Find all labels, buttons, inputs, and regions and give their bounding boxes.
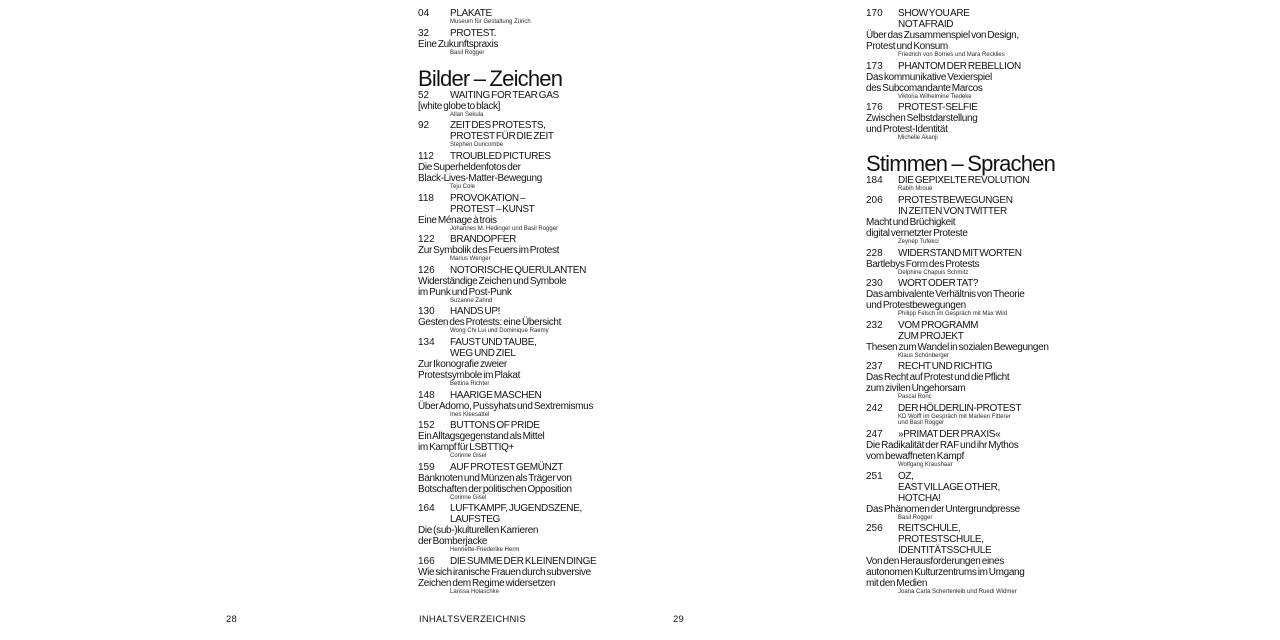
- entry-title-line: [418, 556, 668, 567]
- entry-title-text: VOM PROGRAMM: [898, 319, 979, 331]
- entry-page-number: 159: [418, 461, 435, 473]
- entry-title-line: [418, 265, 668, 276]
- entry-subtitle-line: Zwischen Selbstdarstellung: [866, 113, 978, 125]
- entry-authors: [866, 94, 1116, 100]
- entry-subtitle-line: Das ambivalente Verhältnis von Theorie: [866, 289, 1025, 301]
- toc-entry: [866, 61, 1116, 100]
- toc-entry: [866, 102, 1116, 141]
- entry-authors: [418, 547, 668, 553]
- entry-authors: [418, 381, 668, 387]
- entry-author-line: Wolfgang Kraushaar: [898, 461, 953, 468]
- entry-authors: [866, 311, 1116, 317]
- entry-title-text: DIE SUMME DER KLEINEN DINGE: [450, 556, 597, 568]
- entry-author-line: Corinne Gisel: [450, 494, 487, 501]
- entry-subtitle-line: im Kampf für LSBTTIQ+: [418, 442, 515, 454]
- entry-title-line: [866, 278, 1116, 289]
- entry-author-line: KD Wolff im Gespräch mit Marleen Fitterer: [898, 414, 1011, 421]
- entry-authors: [418, 412, 668, 418]
- entry-page-number: 126: [418, 264, 435, 276]
- entry-title-line: [418, 462, 668, 473]
- entry-title-line: [866, 429, 1116, 440]
- entry-title-line: [418, 306, 668, 317]
- toc-entry: [866, 195, 1116, 245]
- entry-subtitle-line: Zeichen dem Regime widersetzen: [418, 578, 556, 590]
- entry-page-number: 232: [866, 319, 883, 331]
- entry-author-line: Allan Sekula: [450, 111, 484, 118]
- entry-title-text: HANDS UP!: [450, 306, 501, 318]
- entry-title-line: [866, 471, 1116, 482]
- entry-author-line: Suzanne Zahnd: [450, 297, 493, 304]
- entry-title-line: [866, 534, 1116, 545]
- entry-title-text: ZUM PROJEKT: [898, 330, 964, 342]
- entry-title-line: [866, 19, 1116, 30]
- entry-title-text: FAUST UND TAUBE,: [450, 337, 537, 349]
- entry-page-number: 152: [418, 420, 435, 432]
- entry-subtitle-line: Die Superheldenfotos der: [418, 162, 521, 174]
- entry-authors: [418, 589, 668, 595]
- entry-authors: [418, 256, 668, 262]
- entry-title-line: [418, 90, 668, 101]
- toc-entry: [866, 403, 1116, 427]
- entry-title-text: NOT AFRAID: [898, 19, 954, 30]
- entry-title-line: [418, 28, 668, 39]
- entry-title-text: PROTESTSCHULE,: [898, 534, 984, 546]
- entry-title-line: [866, 523, 1116, 534]
- entry-title-line: [866, 8, 1116, 19]
- entry-author-line: Viktoria Wilhelmine Tiedeke: [898, 93, 972, 100]
- toc-column-left: [418, 8, 668, 598]
- entry-page-number: 173: [866, 60, 883, 72]
- entry-page-number: 32: [418, 27, 430, 39]
- entry-authors: [418, 184, 668, 190]
- entry-title-line: [866, 102, 1116, 113]
- entry-page-number: 130: [418, 306, 435, 318]
- entry-authors: [418, 495, 668, 501]
- entry-title-text: HOTCHA!: [898, 492, 941, 504]
- toc-entry: [418, 306, 668, 334]
- entry-page-number: 112: [418, 151, 434, 163]
- entry-title-text: WEG UND ZIEL: [450, 348, 516, 360]
- entry-page-number: 176: [866, 102, 883, 114]
- entry-subtitle-line: Das Phänomen der Untergrundpresse: [866, 503, 1020, 515]
- section-heading: Stimmen – Sprachen: [866, 151, 1056, 177]
- entry-author-line: Johannes M. Hedinger und Basil Rogger: [450, 225, 559, 232]
- entry-page-number: 170: [866, 8, 883, 19]
- entry-title-line: [418, 193, 668, 204]
- toc-entry: [866, 8, 1116, 58]
- entry-title-text: »PRIMAT DER PRAXIS«: [898, 428, 1001, 440]
- entry-subtitle-line: Protestsymbole im Plakat: [418, 370, 521, 382]
- toc-entry: [866, 278, 1116, 317]
- entry-authors: [418, 328, 668, 334]
- entry-title-text: PLAKATE: [450, 8, 492, 19]
- toc-entry: [418, 120, 668, 148]
- toc-entry: [866, 175, 1116, 192]
- entry-subtitle-line: Botschaften der politischen Opposition: [418, 483, 572, 495]
- entry-authors: [866, 515, 1116, 521]
- toc-column-right: [866, 8, 1116, 598]
- toc-entry: [418, 151, 668, 190]
- entry-page-number: 166: [418, 556, 435, 568]
- toc-entry: [866, 320, 1116, 359]
- entry-title-text: IN ZEITEN VON TWITTER: [898, 206, 1007, 218]
- toc-entry: [418, 462, 668, 501]
- entry-page-number: 256: [866, 523, 883, 535]
- entry-title-line: [866, 482, 1116, 493]
- entry-title-text: EAST VILLAGE OTHER,: [898, 481, 1000, 493]
- entry-authors: [866, 270, 1116, 276]
- entry-author-line: Wong Chi Lui und Dominique Raemy: [450, 328, 549, 335]
- entry-title-line: [866, 361, 1116, 372]
- entry-title-text: DIE GEPIXELTE REVOLUTION: [898, 175, 1030, 187]
- entry-page-number: 247: [866, 428, 883, 440]
- entry-subtitle-line: des Subcomandante Marcos: [866, 82, 983, 94]
- entry-author-line: Philipp Felsch im Gespräch mit Max Wild: [898, 311, 1008, 318]
- entry-author-line: Larissa Holaschke: [450, 589, 500, 596]
- entry-page-number: 148: [418, 389, 435, 401]
- entry-subtitle-line: und Protest-Identität: [866, 124, 948, 136]
- toc-entry: [866, 361, 1116, 400]
- entry-title-text: PROTEST FÜR DIE ZEIT: [450, 131, 554, 143]
- entry-subtitle-line: Das kommunikative Vexierspiel: [866, 71, 992, 83]
- entry-subtitle-line: autonomen Kulturzentrums im Umgang: [866, 567, 1025, 579]
- entry-page-number: 04: [418, 8, 430, 19]
- entry-title-text: REITSCHULE,: [898, 523, 961, 535]
- entry-title-text: AUF PROTEST GEMÜNZT: [450, 461, 563, 473]
- entry-subtitle-line: Black-Lives-Matter-Bewegung: [418, 173, 542, 185]
- entry-title-text: HAARIGE MASCHEN: [450, 389, 542, 401]
- entry-title-text: IDENTITÄTSSCHULE: [898, 545, 992, 557]
- toc-entry: [418, 234, 668, 262]
- entry-page-number: 230: [866, 278, 883, 290]
- entry-authors: [866, 394, 1116, 400]
- entry-author-line: Delphine Chapuis Schmitz: [898, 269, 969, 276]
- entry-subtitle-line: Zur Symbolik des Feuers im Protest: [418, 245, 560, 257]
- entry-authors: [418, 298, 668, 304]
- entry-title-text: SHOW YOU ARE: [898, 8, 970, 19]
- entry-subtitle-line: Banknoten und Münzen als Träger von: [418, 472, 572, 484]
- footer-running-title: INHALTSVERZEICHNIS: [419, 614, 526, 625]
- entry-title-line: [418, 151, 668, 162]
- toc-entry: [418, 556, 668, 595]
- entry-page-number: 251: [866, 470, 883, 482]
- entry-page-number: 52: [418, 89, 430, 101]
- entry-authors: [418, 112, 668, 118]
- entry-author-line: Klaus Schönberger: [898, 352, 950, 359]
- entry-subtitle-line: Wie sich iranische Frauen durch subversive: [418, 567, 591, 579]
- entry-page-number: 184: [866, 175, 883, 187]
- entry-title-text: BRANDOPFER: [450, 234, 516, 246]
- entry-title-text: PROTEST – KUNST: [450, 203, 535, 215]
- entry-page-number: 118: [418, 192, 434, 204]
- entry-title-line: [418, 131, 668, 142]
- entry-subtitle-line: zum zivilen Ungehorsam: [866, 383, 966, 395]
- entry-subtitle-line: Protest und Konsum: [866, 41, 948, 52]
- entry-subtitle-line: digital vernetzter Proteste: [866, 228, 968, 240]
- entry-authors: [866, 186, 1116, 192]
- entry-title-text: RECHT UND RICHTIG: [898, 361, 993, 373]
- entry-title-line: [418, 420, 668, 431]
- entry-subtitle-line: Macht und Brüchigkeit: [866, 217, 956, 229]
- entry-subtitle-line: Das Recht auf Protest und die Pflicht: [866, 372, 1010, 384]
- entry-subtitle-line: Über das Zusammenspiel von Design,: [866, 30, 1019, 41]
- entry-title-line: [418, 234, 668, 245]
- entry-author-line: Teju Cole: [450, 184, 476, 191]
- entry-title-line: [418, 8, 668, 19]
- page-number-right: 29: [673, 614, 684, 625]
- entry-title-text: DER HÖLDERLIN-PROTEST: [898, 403, 1022, 415]
- entry-page-number: 206: [866, 195, 883, 207]
- entry-authors: [866, 353, 1116, 359]
- entry-authors: [418, 226, 668, 232]
- entry-authors: [866, 135, 1116, 141]
- entry-author-line: Bettina Richter: [450, 381, 490, 388]
- entry-title-text: LAUFSTEG: [450, 514, 500, 526]
- toc-entry: [418, 265, 668, 304]
- entry-title-line: [866, 248, 1116, 259]
- entry-author-line: Museum für Gestaltung Zürich: [450, 19, 531, 25]
- entry-title-text: WORT ODER TAT?: [898, 278, 979, 290]
- entry-page-number: 228: [866, 247, 883, 259]
- toc-entry: [418, 503, 668, 553]
- entry-title-line: [866, 493, 1116, 504]
- entry-author-line: Ines Kleesattel: [450, 411, 490, 418]
- entry-page-number: 134: [418, 337, 435, 349]
- entry-author-line: Stephen Duncombe: [450, 142, 504, 149]
- entry-author-line: Joana Carla Schertenleib und Ruedi Widmer: [898, 589, 1017, 596]
- entry-title-line: [866, 331, 1116, 342]
- page-number-left: 28: [226, 614, 237, 625]
- entry-title-text: ZEIT DES PROTESTS,: [450, 120, 546, 132]
- entry-subtitle-line: Bartlebys Form des Protests: [866, 258, 980, 270]
- entry-title-line: [418, 514, 668, 525]
- entry-title-text: OZ,: [898, 470, 914, 482]
- toc-entry: [418, 90, 668, 118]
- section-heading: Bilder – Zeichen: [418, 65, 563, 91]
- entry-title-line: [866, 206, 1116, 217]
- entry-title-text: PROTEST-SELFIE: [898, 102, 978, 114]
- entry-authors: [866, 239, 1116, 245]
- toc-entry: [866, 471, 1116, 521]
- entry-title-line: [866, 195, 1116, 206]
- entry-title-text: PROTEST.: [450, 27, 497, 39]
- entry-author-line: Henriette-Friederike Herm: [450, 547, 520, 554]
- entry-subtitle-line: der Bomberjacke: [418, 536, 488, 548]
- toc-entry: [418, 8, 668, 25]
- entry-authors: [866, 52, 1116, 58]
- entry-subtitle-line: Eine Ménage à trois: [418, 214, 497, 226]
- entry-title-text: PHANTOM DER REBELLION: [898, 60, 1021, 72]
- entry-title-line: [866, 545, 1116, 556]
- entry-authors: [418, 453, 668, 459]
- entry-title-line: [418, 503, 668, 514]
- entry-subtitle-line: [white globe to black]: [418, 100, 501, 112]
- entry-subtitle-line: Über Adorno, Pussyhats und Sextremismus: [418, 400, 593, 412]
- entry-title-line: [418, 337, 668, 348]
- entry-subtitle-line: Widerständige Zeichen und Symbole: [418, 275, 567, 287]
- entry-title-line: [866, 320, 1116, 331]
- entry-title-line: [418, 390, 668, 401]
- toc-entry: [418, 420, 668, 459]
- entry-title-text: BUTTONS OF PRIDE: [450, 420, 540, 432]
- entry-author-line: Michelle Akanji: [898, 135, 938, 142]
- toc-entry: [866, 523, 1116, 595]
- entry-subtitle-line: Von den Herausforderungen eines: [866, 556, 1004, 568]
- entry-title-line: [418, 204, 668, 215]
- entry-title-line: [866, 175, 1116, 186]
- entry-subtitle-line: Die Radikalität der RAF und ihr Mythos: [866, 439, 1019, 451]
- entry-page-number: 164: [418, 503, 435, 515]
- entry-author-line: Rabih Mroué: [898, 186, 933, 193]
- entry-title-text: NOTORISCHE QUERULANTEN: [450, 264, 586, 276]
- entry-authors: [418, 50, 668, 56]
- entry-page-number: 122: [418, 234, 435, 246]
- entry-subtitle-line: Eine Zukunftspraxis: [418, 38, 498, 50]
- entry-author-line: Zeynep Tufekci: [898, 239, 939, 246]
- entry-author-line: Marius Wenger: [450, 256, 491, 263]
- entry-title-text: LUFTKAMPF, JUGENDSZENE,: [450, 503, 582, 515]
- entry-subtitle-line: und Protestbewegungen: [866, 300, 966, 312]
- entry-title-text: PROVOKATION –: [450, 192, 526, 204]
- entry-title-text: WAITING FOR TEAR GAS: [450, 89, 559, 101]
- entry-author-line: Pascal Ronc: [898, 394, 932, 401]
- entry-author-line: Basil Rogger: [450, 49, 485, 56]
- entry-page-number: 92: [418, 120, 430, 132]
- entry-subtitle-line: mit den Medien: [866, 578, 928, 590]
- entry-subtitle-line: Die (sub-)kulturellen Karrieren: [418, 525, 539, 537]
- entry-title-line: [866, 403, 1116, 414]
- entry-authors: [418, 142, 668, 148]
- entry-title-line: [866, 61, 1116, 72]
- entry-authors: [866, 462, 1116, 468]
- toc-entry: [418, 337, 668, 387]
- entry-author-line: Basil Rogger: [898, 514, 933, 521]
- entry-authors: [418, 19, 668, 25]
- entry-authors: [866, 589, 1116, 595]
- entry-title-text: PROTESTBEWEGUNGEN: [898, 195, 1013, 207]
- entry-subtitle-line: im Punk und Post-Punk: [418, 286, 512, 298]
- toc-entry: [866, 248, 1116, 276]
- entry-author-line: und Basil Rogger: [898, 420, 945, 427]
- entry-page-number: 242: [866, 403, 883, 415]
- entry-subtitle-line: Ein Alltagsgegenstand als Mittel: [418, 431, 545, 443]
- entry-title-line: [418, 348, 668, 359]
- toc-entry: [866, 429, 1116, 468]
- entry-subtitle-line: Zur Ikonografie zweier: [418, 359, 507, 371]
- entry-author-line: Friedrich von Borries und Mara Recklies: [898, 52, 1005, 58]
- entry-authors: [866, 414, 1116, 427]
- entry-title-text: WIDERSTAND MIT WORTEN: [898, 247, 1022, 259]
- entry-page-number: 237: [866, 361, 883, 373]
- entry-subtitle-line: vom bewaffneten Kampf: [866, 450, 964, 462]
- entry-subtitle-line: Gesten des Protests: eine Übersicht: [418, 317, 562, 329]
- entry-subtitle-line: Thesen zum Wandel in sozialen Bewegungen: [866, 341, 1049, 353]
- entry-title-text: TROUBLED PICTURES: [450, 151, 551, 163]
- toc-entry: [418, 28, 668, 56]
- entry-author-line: Corinne Gisel: [450, 453, 487, 460]
- toc-entry: [418, 390, 668, 418]
- entry-title-line: [418, 120, 668, 131]
- toc-entry: [418, 193, 668, 232]
